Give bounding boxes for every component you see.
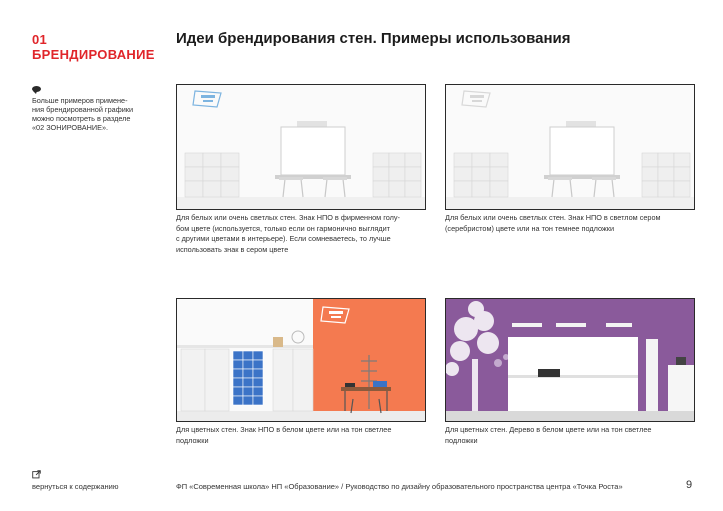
example-image-orange-wall [176,298,426,422]
section-number: 01 [32,32,48,47]
example-caption: Для цветных стен. Знак НПО в белом цвете или на тон светлее подложки [176,425,392,445]
back-to-contents-link[interactable]: вернуться к содержанию [32,482,119,491]
page-title: Идеи брендирования стен. Примеры использования [176,30,571,47]
example-caption: Для белых или очень светлых стен. Знак НПО в фирменном голу- бом цвете (используется, только если он гармонично выглядит с другими цветами в интерьере). Если сомневаетесь, то лучше использовать знак в сером цвете [176,213,400,254]
footer-document-title: ФП «Современная школа» НП «Образование» / Руководство по дизайну образовательного пространства центра «Точка Роста» [176,482,623,491]
example-caption: Для цветных стен. Дерево в белом цвете или на тон светлее подложки [445,425,652,445]
example-caption: Для белых или очень светлых стен. Знак НПО в светлом сером (серебристом) цвете или на тон темнее подложки [445,213,661,233]
sidebar-note: Больше примеров примене- ния брендированной графики можно посмотреть в разделе «02 ЗОНИРОВАНИЕ». [32,96,134,132]
external-link-icon[interactable] [32,470,41,479]
speech-bubble-icon [32,86,41,92]
section-name: БРЕНДИРОВАНИЕ [32,47,155,62]
example-image-white-silver-logo [445,84,695,210]
example-image-white-blue-logo [176,84,426,210]
example-image-purple-wall [445,298,695,422]
page-number: 9 [686,479,693,491]
